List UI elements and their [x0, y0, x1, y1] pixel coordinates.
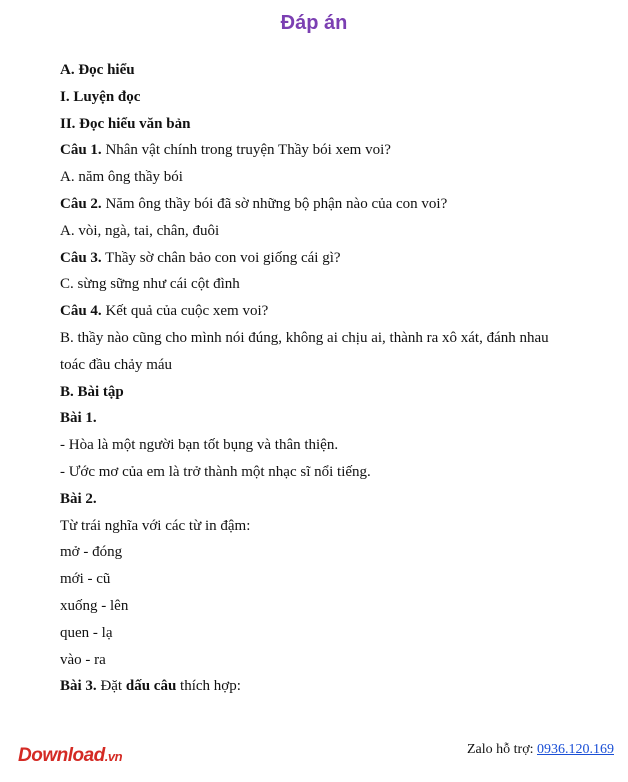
antonym-pair: xuống - lên	[60, 597, 129, 614]
exercise-1-line-1: - Hòa là một người bạn tốt bụng và thân thiện.	[60, 437, 339, 454]
antonym-pair: vào - ra	[60, 651, 106, 668]
question-4: Câu 4. Kết quả của cuộc xem voi?	[60, 303, 269, 320]
exercise-1-label: Bài 1.	[60, 410, 97, 427]
answer-1: A. năm ông thầy bói	[60, 169, 183, 186]
zalo-phone-link[interactable]: 0936.120.169	[537, 742, 614, 757]
page-title: Đáp án	[280, 12, 348, 34]
question-3: Câu 3. Thầy sờ chân bảo con voi giống cái gì?	[60, 249, 341, 266]
zalo-support-label: Zalo hỗ trợ:	[467, 742, 537, 757]
exercise-3-label: Bài 3. Đặt dấu câu thích hợp:	[60, 678, 241, 695]
section-b-heading: B. Bài tập	[60, 383, 124, 400]
answer-4-line-2: toác đầu chảy máu	[60, 356, 173, 373]
answer-content	[60, 57, 600, 700]
question-1: Câu 1. Nhân vật chính trong truyện Thầy bói xem voi?	[60, 142, 391, 159]
exercise-2-label: Bài 2.	[60, 490, 97, 507]
section-a1-heading: I. Luyện đọc	[60, 88, 141, 105]
answer-3: C. sừng sững như cái cột đình	[60, 276, 240, 293]
logo-main-text: Download	[18, 745, 105, 766]
antonym-pair: mở - đóng	[60, 544, 123, 561]
answer-4-line-1: B. thầy nào cũng cho mình nói đúng, không ai chịu ai, thành ra xô xát, đánh nhau	[60, 329, 549, 346]
section-a-heading: A. Đọc hiểu	[60, 62, 135, 78]
antonym-pair: quen - lạ	[60, 624, 113, 641]
antonym-pair: mới - cũ	[60, 571, 111, 588]
zalo-support	[467, 742, 614, 758]
answer-2: A. vòi, ngà, tai, chân, đuôi	[60, 222, 220, 239]
download-vn-logo[interactable]	[18, 745, 122, 767]
exercise-1-line-2: - Ước mơ của em là trở thành một nhạc sĩ nổi tiếng.	[60, 463, 371, 480]
exercise-2-intro: Từ trái nghĩa với các từ in đậm:	[60, 517, 251, 534]
question-2: Câu 2. Năm ông thầy bói đã sờ những bộ phận nào của con voi?	[60, 195, 448, 212]
section-a2-heading: II. Đọc hiểu văn bản	[60, 115, 191, 132]
logo-tld-text: .vn	[104, 749, 123, 764]
